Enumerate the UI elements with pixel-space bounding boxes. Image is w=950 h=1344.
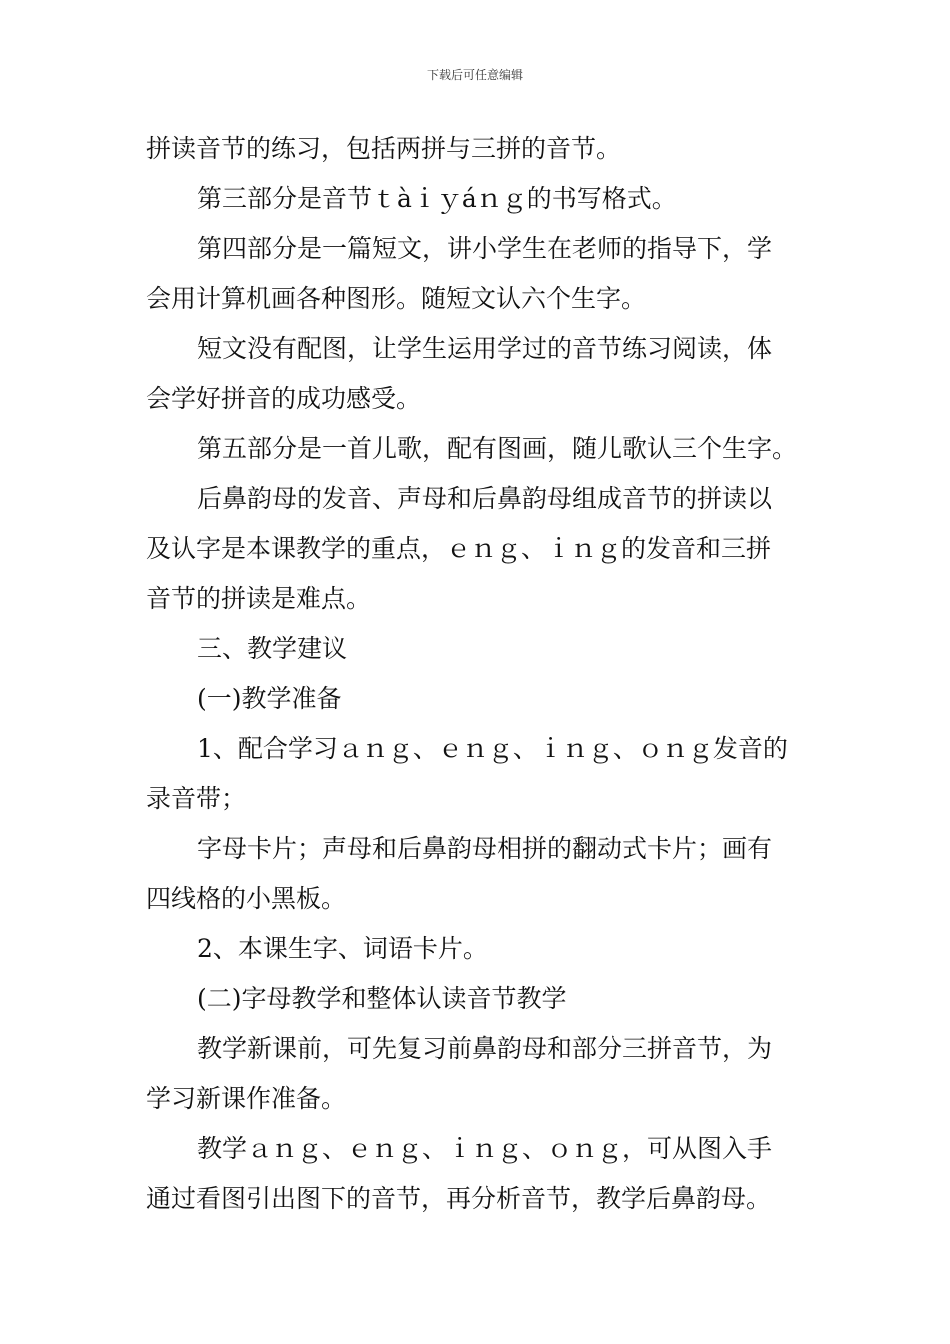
text-line: 字母卡片；声母和后鼻韵母相拼的翻动式卡片；画有 <box>197 834 773 863</box>
text-line: 音节的拼读是难点。 <box>146 584 372 613</box>
text-line: 第三部分是音节ｔàｉｙáｎｇ的书写格式。 <box>197 184 677 213</box>
text-line: 第四部分是一篇短文，讲小学生在老师的指导下，学 <box>197 234 773 263</box>
text-line: 教学新课前，可先复习前鼻韵母和部分三拼音节，为 <box>197 1034 773 1063</box>
text-line: 拼读音节的练习，包括两拼与三拼的音节。 <box>146 134 622 163</box>
page-header: 下载后可任意编辑 <box>426 68 523 82</box>
text-line: 教学ａｎｇ、ｅｎｇ、ｉｎｇ、ｏｎｇ，可从图入手 <box>197 1134 773 1163</box>
text-line: 后鼻韵母的发音、声母和后鼻韵母组成音节的拼读以 <box>197 484 773 513</box>
section-heading: 三、教学建议 <box>197 634 348 663</box>
subsection-heading: (二)字母教学和整体认读音节教学 <box>197 984 567 1013</box>
text-line: 会学好拼音的成功感受。 <box>146 384 422 413</box>
text-line: 通过看图引出图下的音节，再分析音节，教学后鼻韵母。 <box>146 1184 772 1213</box>
text-line: 录音带； <box>146 784 247 813</box>
text-line: 短文没有配图，让学生运用学过的音节练习阅读，体 <box>197 334 773 363</box>
text-line: 学习新课作准备。 <box>146 1084 347 1113</box>
document-body <box>146 124 808 1224</box>
subsection-heading: (一)教学准备 <box>197 684 342 713</box>
text-line: 四线格的小黑板。 <box>146 884 347 913</box>
text-line: 及认字是本课教学的重点，ｅｎｇ、ｉｎｇ的发音和三拼 <box>146 534 772 563</box>
text-line: 2、本课生字、词语卡片。 <box>197 934 488 963</box>
text-line: 1、配合学习ａｎｇ、ｅｎｇ、ｉｎｇ、ｏｎｇ发音的 <box>197 734 788 763</box>
text-line: 会用计算机画各种图形。随短文认六个生字。 <box>146 284 647 313</box>
text-line: 第五部分是一首儿歌，配有图画，随儿歌认三个生字。 <box>197 434 798 463</box>
